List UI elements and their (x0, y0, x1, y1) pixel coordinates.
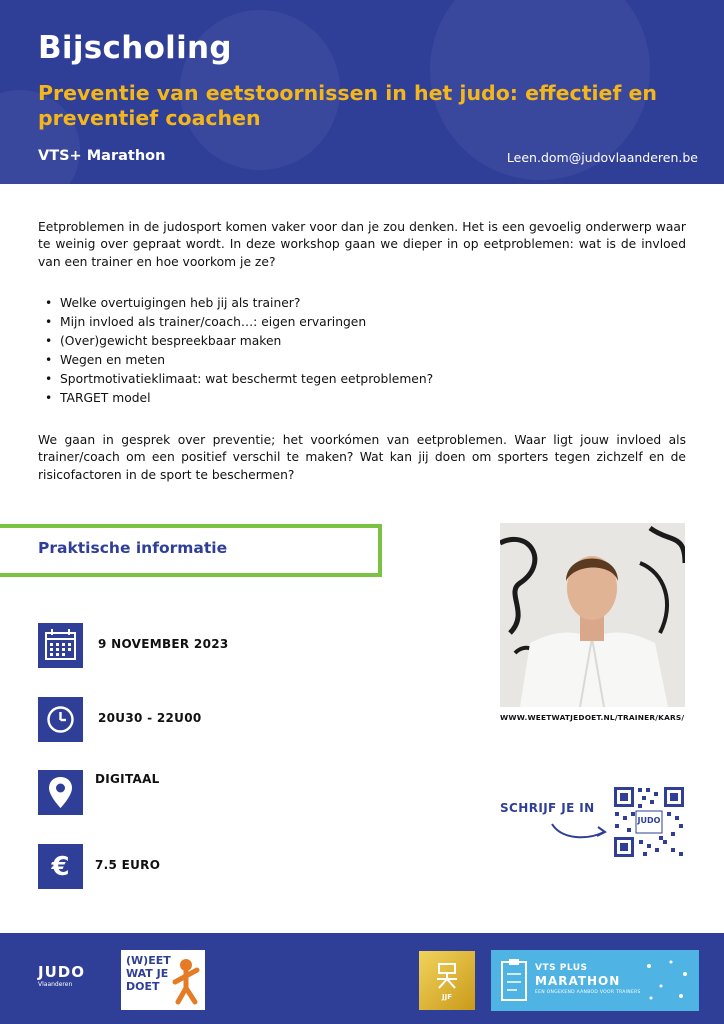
contact-email-link[interactable]: Leen.dom@judovlaanderen.be (506, 150, 698, 165)
signup-label: SCHRIJF JE IN (500, 801, 595, 815)
euro-icon (38, 844, 83, 889)
arrow-right-icon (548, 818, 610, 842)
sparkle-decoration (641, 956, 693, 1006)
list-item: • Welke overtuigingen heb jij als trainer? (60, 294, 433, 313)
vts-logo-line: VTS PLUS (535, 963, 588, 973)
practical-info-title: Praktische informatie (38, 539, 228, 557)
program-name: VTS+ Marathon (38, 148, 166, 164)
calendar-icon (38, 623, 83, 668)
vts-logo-line: MARATHON (535, 974, 621, 988)
list-item: • (Over)gewicht bespreekbaar maken (60, 332, 433, 351)
event-date: 9 NOVEMBER 2023 (98, 637, 229, 651)
logo-text: DOET (126, 980, 160, 993)
logo-text: WAT JE (126, 967, 169, 980)
jjf-logo (419, 951, 475, 1010)
trainer-profile-link[interactable]: WWW.WEETWATJEDOET.NL/TRAINER/KARS/ (500, 713, 685, 722)
intro-paragraph: Eetproblemen in de judosport komen vaker voor dan je zou denken. Het is een gevoelig onderwerp waar te weinig over gepraat wordt. In deze workshop gaan we dieper in op eetproblemen: wat is de invloed van een trainer en hoe voorkom je ze? (38, 220, 686, 269)
svg-text:€: € (51, 852, 70, 882)
vts-plus-marathon-logo (491, 950, 699, 1011)
jjf-label: JJF (442, 993, 452, 1001)
judo-symbol-icon (435, 961, 459, 989)
location-pin-icon (38, 770, 83, 815)
list-item: • Wegen en meten (60, 351, 433, 370)
trainer-photo (500, 523, 685, 707)
vts-logo-line: EEN ONGEKEND AANBOD VOOR TRAINERS (535, 990, 641, 995)
judo-vlaanderen-logo: JUDO (38, 963, 85, 981)
list-item: • Sportmotivatieklimaat: wat beschermt tegen eetproblemen? (60, 370, 433, 389)
list-item: • Mijn invloed als trainer/coach…: eigen ervaringen (60, 313, 433, 332)
judo-vlaanderen-logo-sub: Vlaanderen (38, 981, 73, 988)
event-location: DIGITAAL (95, 772, 160, 786)
header-banner (0, 0, 724, 184)
logo-text: (W)EET (126, 954, 171, 967)
topics-list (60, 294, 433, 409)
list-item: • TARGET model (60, 389, 433, 408)
event-price: 7.5 EURO (95, 858, 161, 872)
clipboard-icon (499, 958, 529, 1003)
page-title: Bijscholing (38, 30, 232, 66)
clock-icon (38, 697, 83, 742)
figure-icon (171, 956, 201, 1006)
closing-paragraph: We gaan in gesprek over preventie; het voorkómen van eetproblemen. Waar ligt jouw invloed als trainer/coach om een positief verschil te maken? Wat kan jij doen om sporters tegen zichzelf en de risicofactoren in de sport te beschermen? (38, 433, 686, 482)
page-subtitle: Preventie van eetstoornissen in het judo: effectief en preventief coachen (38, 81, 657, 130)
event-time: 20U30 - 22U00 (98, 711, 202, 725)
weet-wat-je-doet-logo (121, 950, 205, 1010)
signup-qr-code[interactable] (612, 785, 686, 859)
qr-logo-text: JUDO (637, 816, 661, 825)
